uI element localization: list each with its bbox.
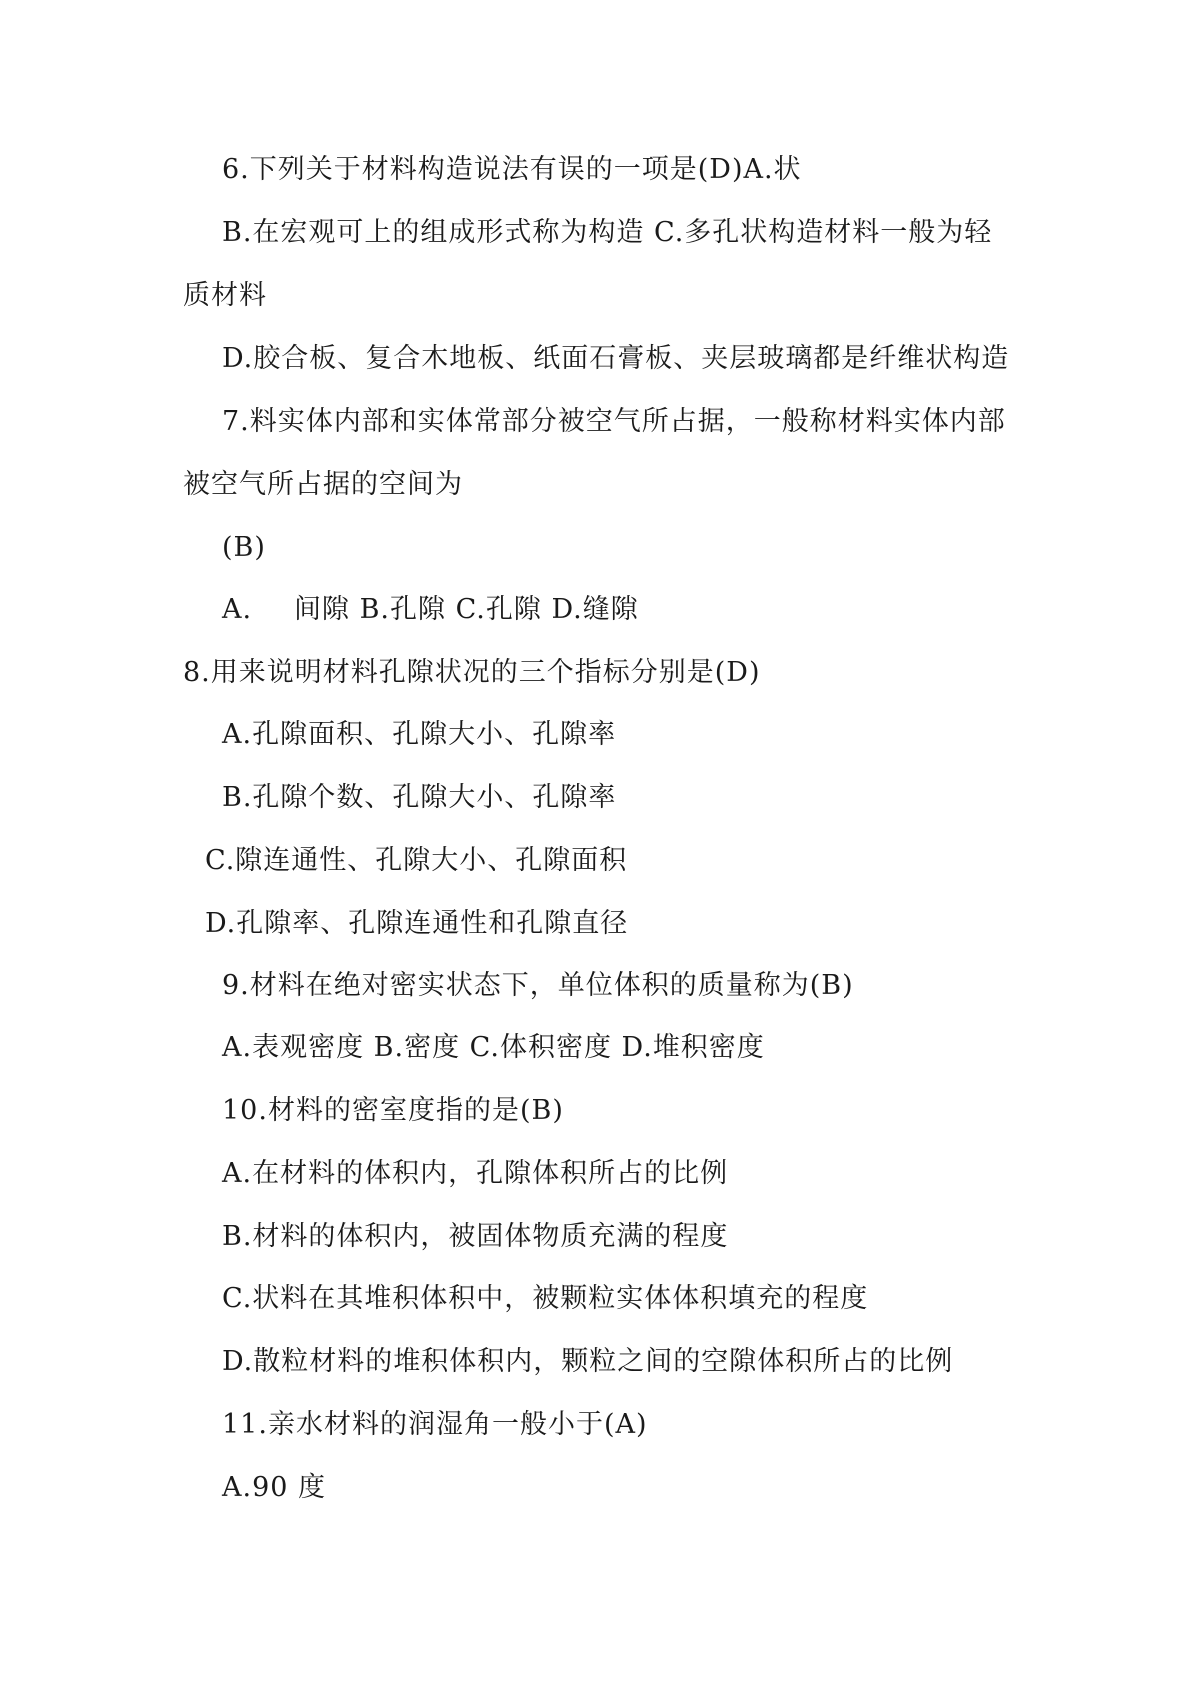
question-11: 11.亲水材料的润湿角一般小于(A) [222, 1409, 648, 1440]
question-7-answer: (B) [222, 532, 266, 563]
question-7-options [222, 593, 639, 627]
question-6-option-d: D.胶合板、复合木地板、纸面石膏板、夹层玻璃都是纤维状构造 [222, 343, 1010, 374]
question-8-option-b: B.孔隙个数、孔隙大小、孔隙率 [222, 782, 617, 813]
question-7: 7.料实体内部和实体常部分被空气所占据，一般称材料实体内部 [222, 406, 1006, 437]
question-8-option-a: A.孔隙面积、孔隙大小、孔隙率 [222, 719, 617, 750]
question-6-option-b-continued: 质材料 [183, 280, 267, 311]
question-10-option-a: A.在材料的体积内，孔隙体积所占的比例 [222, 1158, 729, 1189]
question-10-option-b: B.材料的体积内，被固体物质充满的程度 [222, 1221, 729, 1252]
question-8-option-d: D.孔隙率、孔隙连通性和孔隙直径 [205, 908, 629, 939]
question-6: 6.下列关于材料构造说法有误的一项是(D)A.状 [222, 154, 802, 185]
question-8: 8.用来说明材料孔隙状况的三个指标分别是(D) [183, 657, 761, 688]
question-8-option-c: C.隙连通性、孔隙大小、孔隙面积 [205, 845, 628, 876]
question-10-option-c: C.状料在其堆积体积中，被颗粒实体体积填充的程度 [222, 1283, 869, 1314]
question-11-option-a: A.90 度 [222, 1472, 327, 1503]
question-6-option-b: B.在宏观可上的组成形式称为构造 C.多孔状构造材料一般为轻 [222, 217, 993, 248]
question-9-options: A.表观密度 B.密度 C.体积密度 D.堆积密度 [222, 1032, 765, 1063]
question-10-option-d: D.散粒材料的堆积体积内，颗粒之间的空隙体积所占的比例 [222, 1346, 954, 1377]
question-9: 9.材料在绝对密实状态下，单位体积的质量称为(B) [222, 970, 854, 1001]
question-7-options-rest: 间隙 B.孔隙 C.孔隙 D.缝隙 [294, 594, 639, 625]
question-10: 10.材料的密室度指的是(B) [222, 1095, 564, 1126]
question-7-option-a-label: A. [222, 594, 253, 625]
question-7-continued: 被空气所占据的空间为 [183, 469, 463, 500]
